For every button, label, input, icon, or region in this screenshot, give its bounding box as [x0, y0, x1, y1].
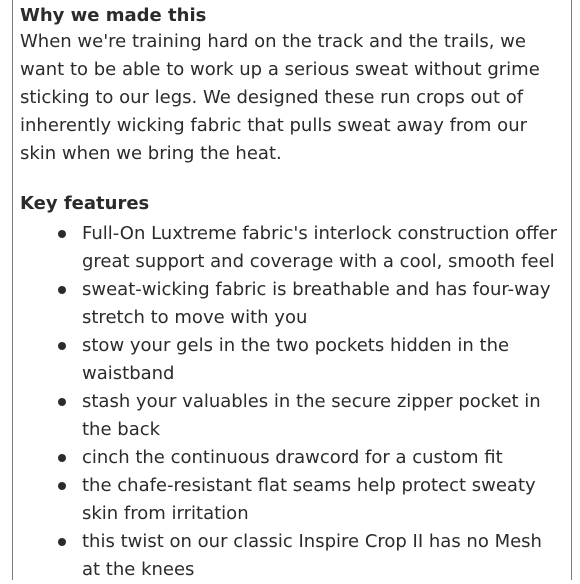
key-features-section: [20, 192, 560, 584]
feature-item: [20, 276, 560, 332]
bullet-icon: [58, 398, 66, 406]
right-border-line: [571, 0, 572, 580]
bullet-icon: [58, 230, 66, 238]
key-features-heading: Key features: [20, 193, 150, 214]
feature-item: [20, 472, 560, 528]
why-heading: Why we made this: [20, 5, 207, 26]
bullet-icon: [58, 342, 66, 350]
left-border-line: [12, 0, 13, 580]
feature-text: this twist on our classic Inspire Crop II has no Mesh at the knees: [82, 531, 542, 580]
bullet-icon: [58, 538, 66, 546]
feature-item: [20, 332, 560, 388]
feature-text: the chafe-resistant flat seams help protect sweaty skin from irritation: [82, 475, 536, 524]
bullet-icon: [58, 454, 66, 462]
feature-item: [20, 528, 560, 584]
why-body-text: When we're training hard on the track and the trails, we want to be able to work up a serious sweat without grime sticking to our legs. We designed these run crops out of inherently wicking fabric that pulls sweat away from our skin when we bring the heat.: [20, 31, 540, 164]
feature-text: sweat-wicking fabric is breathable and has four-way stretch to move with you: [82, 279, 551, 328]
feature-text: stow your gels in the two pockets hidden in the waistband: [82, 335, 510, 384]
bullet-icon: [58, 286, 66, 294]
feature-item: [20, 220, 560, 276]
feature-text: stash your valuables in the secure zipper pocket in the back: [82, 391, 541, 440]
feature-text: Full-On Luxtreme fabric's interlock construction offer great support and coverage with a cool, smooth feel: [82, 223, 557, 272]
feature-item: [20, 444, 560, 472]
bullet-icon: [58, 482, 66, 490]
feature-text: cinch the continuous drawcord for a custom fit: [82, 447, 503, 468]
feature-item: [20, 388, 560, 444]
key-features-list: [20, 220, 560, 584]
description-content: [20, 4, 560, 584]
